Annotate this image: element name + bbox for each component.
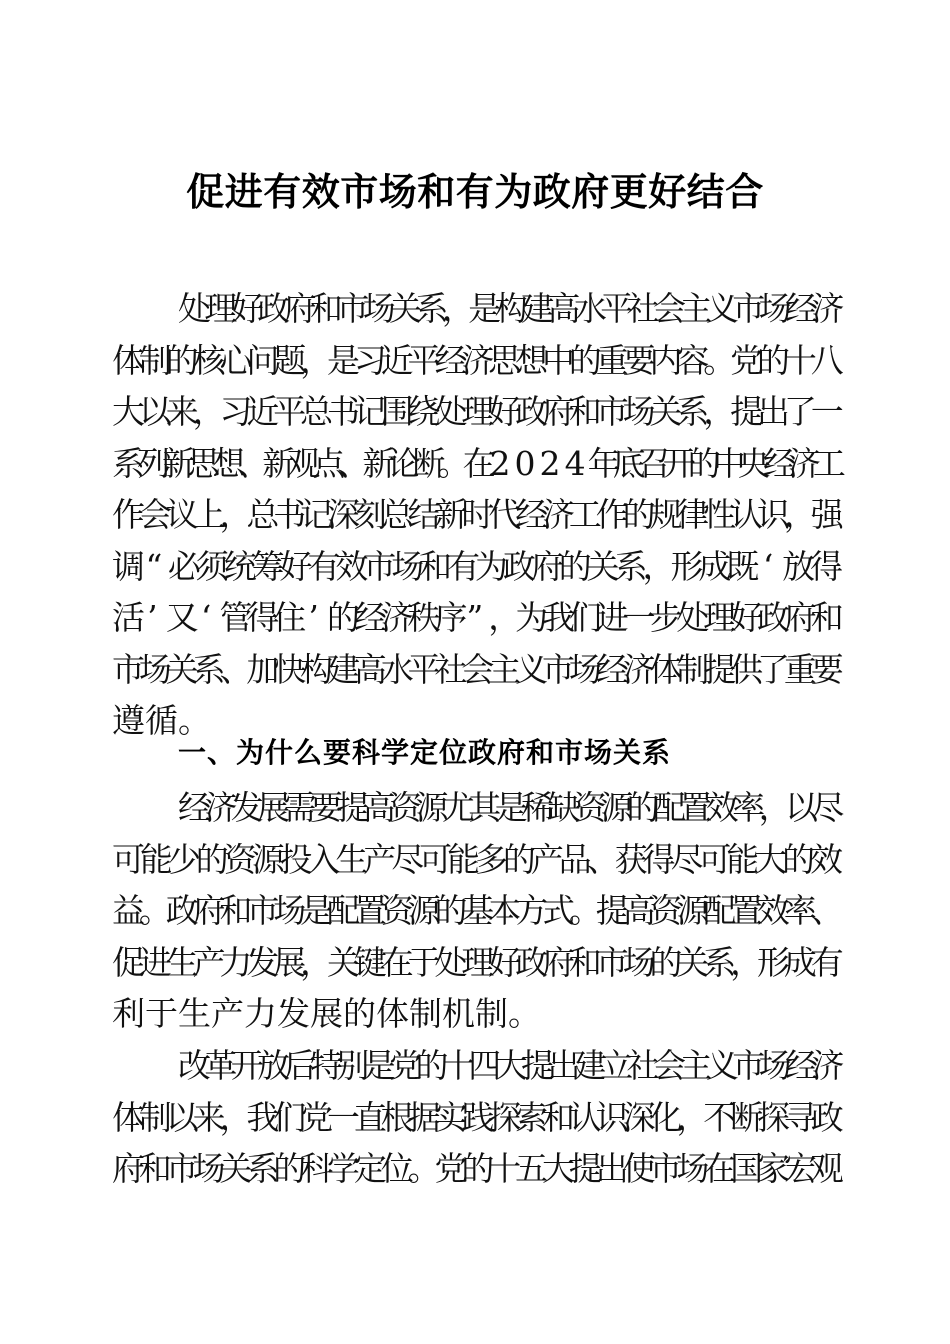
- text-line: 益 。 政 府 和 市 场 是 配 置 资 源 的 基 本 方 式 。 提 高 资 源 配 置 效 率 、: [112, 891, 844, 930]
- text-line: 体 制 的 核 心 问 题 ， 是 习 近 平 经 济 思 想 中 的 重 要 内 容 。 党 的 十 八: [112, 340, 844, 380]
- text-line: 市 场 关 系 、 加 快 构 建 高 水 平 社 会 主 义 市 场 经 济 体 制 提 供 了 重 要: [112, 649, 844, 689]
- text-line: 作 会 议 上 ， 总 书 记 深 刻 总 结 新 时 代 经 济 工 作 的 规 律 性 认 识 ， 强: [112, 495, 844, 534]
- text-line: 系 列 新 思 想 、 新 观 点 、 新 论 断 。 在 2 0 2 4 年 底 召 开 的 中 央 经 济 工: [112, 443, 846, 483]
- text-line: 经 济 发 展 需 要 提 高 资 源 尤 其 是 稀 缺 资 源 的 配 置 效 率 ， 以 尽: [178, 788, 845, 827]
- text-line: 可 能 少 的 资 源 投 入 生 产 尽 可 能 多 的 产 品 、 获 得 尽 可 能 大 的 效: [112, 839, 844, 879]
- text-line: 调 “ 必 须 统 筹 好 有 效 市 场 和 有 为 政 府 的 关 系 ， 形 成 既 ‘ 放 得: [112, 546, 844, 586]
- text-line: 利 于 生 产 力 发 展 的 体 制 机 制 。: [112, 994, 541, 1033]
- body-paragraph: [112, 283, 846, 747]
- text-line: 改 革 开 放 后 特 别 是 党 的 十 四 大 提 出 建 立 社 会 主 义 市 场 经 济: [178, 1046, 845, 1085]
- text-line: 促 进 生 产 力 发 展 ， 关 键 在 于 处 理 好 政 府 和 市 场 的 关 系 ， 形 成 有: [112, 942, 844, 982]
- body-paragraph: [112, 1040, 845, 1195]
- text-line: 府 和 市 场 关 系 的 科 学 定 位 。 党 的 十 五 大 提 出 使 市 场 在 国 家 宏 观: [112, 1149, 844, 1188]
- text-line: 活 ’ 又 ‘ 管 得 住 ’ 的 经 济 秩 序 ” ， 为 我 们 进 一 步 处 理 好 政 府 和: [112, 598, 844, 637]
- text-line: 遵 循 。: [112, 701, 211, 740]
- section-heading: 一、为什么要科学定位政府和市场关系: [178, 737, 672, 768]
- page-title: 促进有效市场和有为政府更好结合: [186, 172, 764, 214]
- text-line: 体 制 以 来 ， 我 们 党 一 直 根 据 实 践 探 索 和 认 识 深 化 ， 不 断 探 寻 政: [112, 1097, 844, 1137]
- text-line: 大 以 来 ， 习 近 平 总 书 记 围 绕 处 理 好 政 府 和 市 场 关 系 ， 提 出 了 一: [112, 392, 844, 431]
- text-line: 处 理 好 政 府 和 市 场 关 系 ， 是 构 建 高 水 平 社 会 主 义 市 场 经 济: [178, 289, 845, 328]
- body-paragraph: [112, 782, 845, 1040]
